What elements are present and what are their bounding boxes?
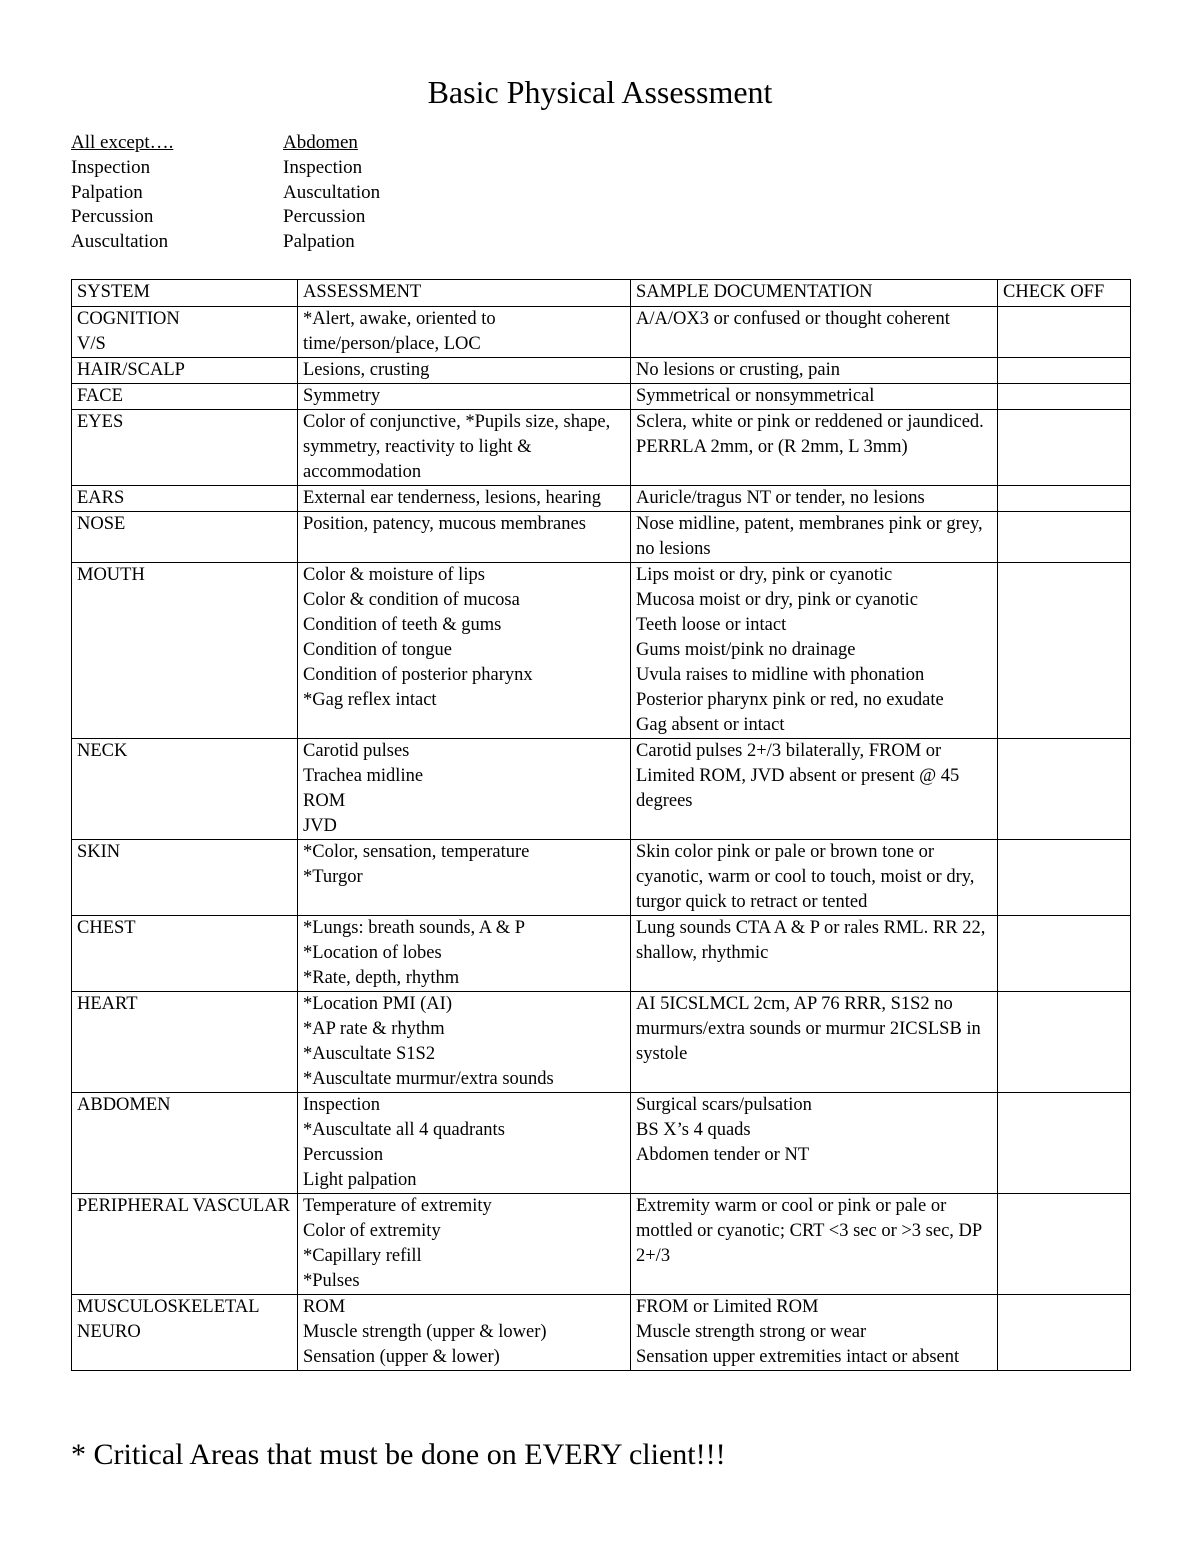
table-row [72,512,1131,563]
check-off-cell[interactable] [998,410,1131,486]
system-cell: EYES [72,410,298,486]
system-cell: FACE [72,384,298,410]
assessment-cell: Color of conjunctive, *Pupils size, shape, symmetry, reactivity to light & accommodation [298,410,631,486]
critical-areas-footnote: * Critical Areas that must be done on EVERY client!!! [71,1438,726,1471]
table-row [72,563,1131,739]
header-assessment: ASSESSMENT [298,280,631,307]
documentation-cell: Symmetrical or nonsymmetrical [631,384,998,410]
system-cell: SKIN [72,840,298,916]
check-off-cell[interactable] [998,739,1131,840]
assessment-cell: Inspection *Auscultate all 4 quadrants Percussion Light palpation [298,1093,631,1194]
system-cell: MOUTH [72,563,298,739]
system-cell: NECK [72,739,298,840]
assessment-cell: Symmetry [298,384,631,410]
check-off-cell[interactable] [998,384,1131,410]
order-list-item: Percussion [283,206,366,228]
table-row [72,1194,1131,1295]
documentation-cell: Surgical scars/pulsation BS X’s 4 quads Abdomen tender or NT [631,1093,998,1194]
system-cell: CHEST [72,916,298,992]
system-cell: MUSCULOSKELETAL NEURO [72,1295,298,1371]
table-row [72,916,1131,992]
documentation-cell: Sclera, white or pink or reddened or jaundiced. PERRLA 2mm, or (R 2mm, L 3mm) [631,410,998,486]
assessment-cell: Lesions, crusting [298,358,631,384]
check-off-cell[interactable] [998,1295,1131,1371]
table-row [72,486,1131,512]
assessment-cell: *Location PMI (AI) *AP rate & rhythm *Auscultate S1S2 *Auscultate murmur/extra sounds [298,992,631,1093]
system-cell: EARS [72,486,298,512]
assessment-table [71,279,1131,1371]
check-off-cell[interactable] [998,840,1131,916]
documentation-cell: A/A/OX3 or confused or thought coherent [631,307,998,358]
assessment-cell: Carotid pulses Trachea midline ROM JVD [298,739,631,840]
check-off-cell[interactable] [998,307,1131,358]
system-cell: HEART [72,992,298,1093]
order-list-item: Palpation [283,231,355,253]
table-row [72,739,1131,840]
documentation-cell: Carotid pulses 2+/3 bilaterally, FROM or Limited ROM, JVD absent or present @ 45 degrees [631,739,998,840]
system-cell: ABDOMEN [72,1093,298,1194]
assessment-cell: *Lungs: breath sounds, A & P *Location of lobes *Rate, depth, rhythm [298,916,631,992]
page-title: Basic Physical Assessment [427,74,773,110]
assessment-cell: ROM Muscle strength (upper & lower) Sensation (upper & lower) [298,1295,631,1371]
assessment-cell: *Color, sensation, temperature *Turgor [298,840,631,916]
table-row [72,358,1131,384]
documentation-cell: AI 5ICSLMCL 2cm, AP 76 RRR, S1S2 no murmurs/extra sounds or murmur 2ICSLSB in systole [631,992,998,1093]
documentation-cell: Skin color pink or pale or brown tone or cyanotic, warm or cool to touch, moist or dry, turgor quick to retract or tented [631,840,998,916]
header-check-off: CHECK OFF [998,280,1131,307]
check-off-cell[interactable] [998,916,1131,992]
assessment-cell: Color & moisture of lips Color & condition of mucosa Condition of teeth & gums Condition of tongue Condition of posterior pharynx *Gag reflex intact [298,563,631,739]
check-off-cell[interactable] [998,358,1131,384]
header-sample-documentation: SAMPLE DOCUMENTATION [631,280,998,307]
table-row [72,1295,1131,1371]
documentation-cell: Nose midline, patent, membranes pink or grey, no lesions [631,512,998,563]
table-row [72,410,1131,486]
documentation-cell: Lips moist or dry, pink or cyanotic Mucosa moist or dry, pink or cyanotic Teeth loose or intact Gums moist/pink no drainage Uvula raises to midline with phonation Posterior pharynx pink or red, no exudate Gag absent or intact [631,563,998,739]
table-row [72,992,1131,1093]
order-list-all-except [71,131,173,255]
check-off-cell[interactable] [998,563,1131,739]
table-row [72,384,1131,410]
system-cell: PERIPHERAL VASCULAR [72,1194,298,1295]
documentation-cell: Extremity warm or cool or pink or pale or mottled or cyanotic; CRT <3 sec or >3 sec, DP 2+/3 [631,1194,998,1295]
table-row [72,840,1131,916]
assessment-cell: *Alert, awake, oriented to time/person/place, LOC [298,307,631,358]
order-list-heading: Abdomen [283,132,358,153]
documentation-cell: No lesions or crusting, pain [631,358,998,384]
assessment-cell: Temperature of extremity Color of extremity *Capillary refill *Pulses [298,1194,631,1295]
order-list-item: Auscultation [71,231,169,253]
check-off-cell[interactable] [998,486,1131,512]
assessment-cell: External ear tenderness, lesions, hearing [298,486,631,512]
order-list-item: Inspection [71,156,151,178]
order-list-abdomen [283,131,380,255]
check-off-cell[interactable] [998,1093,1131,1194]
table-row [72,1093,1131,1194]
order-list-item: Percussion [71,206,154,228]
order-list-item: Palpation [71,181,143,203]
check-off-cell[interactable] [998,512,1131,563]
system-cell: NOSE [72,512,298,563]
check-off-cell[interactable] [998,992,1131,1093]
header-system: SYSTEM [72,280,298,307]
order-list-item: Auscultation [283,181,381,203]
documentation-cell: Lung sounds CTA A & P or rales RML. RR 22, shallow, rhythmic [631,916,998,992]
table-header-row [72,280,1131,307]
table-row [72,307,1131,358]
check-off-cell[interactable] [998,1194,1131,1295]
documentation-cell: FROM or Limited ROM Muscle strength strong or wear Sensation upper extremities intact or absent [631,1295,998,1371]
documentation-cell: Auricle/tragus NT or tender, no lesions [631,486,998,512]
system-cell: COGNITION V/S [72,307,298,358]
order-list-item: Inspection [283,156,363,178]
assessment-cell: Position, patency, mucous membranes [298,512,631,563]
system-cell: HAIR/SCALP [72,358,298,384]
order-list-heading: All except…. [71,132,174,153]
